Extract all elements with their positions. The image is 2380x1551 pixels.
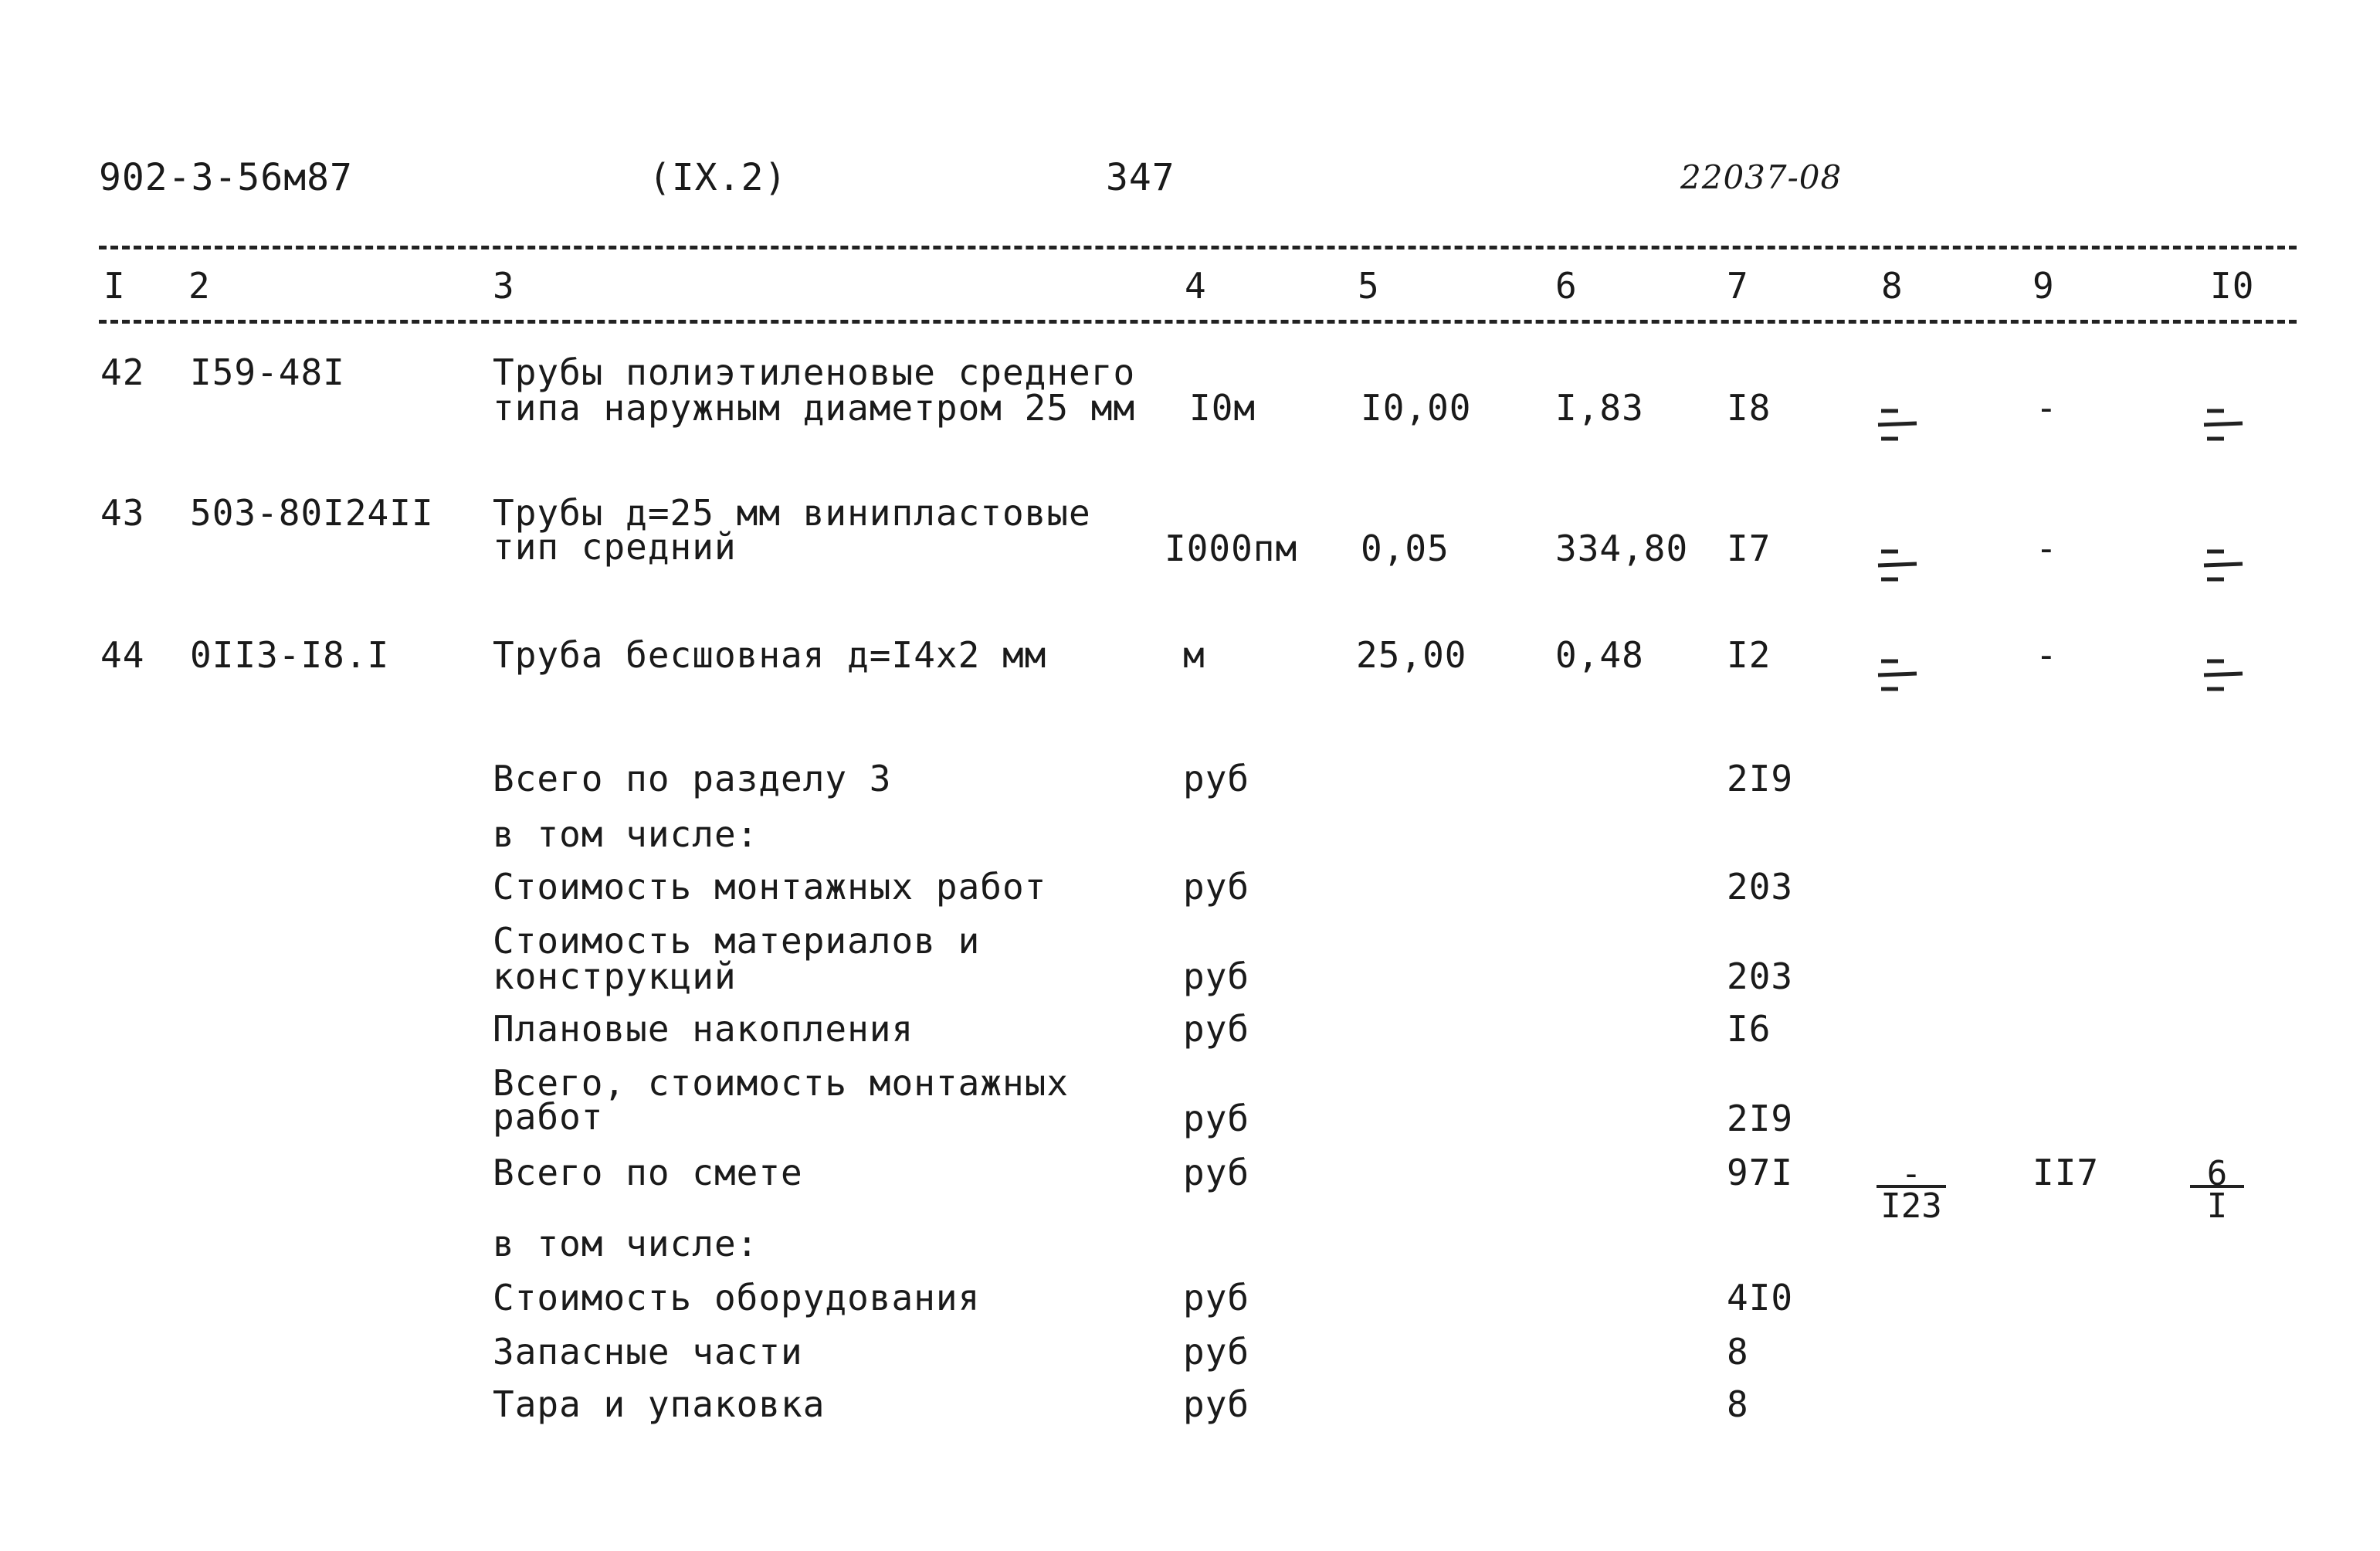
- quantity: 25,00: [1356, 634, 1467, 676]
- column-9-value: -: [2036, 528, 2058, 569]
- column-header-8: 8: [1881, 265, 1904, 307]
- summary-total: 8: [1727, 1383, 1749, 1425]
- unit: I000пм: [1165, 528, 1298, 569]
- summary-total: I6: [1727, 1008, 1771, 1050]
- summary-unit: руб: [1183, 866, 1250, 908]
- item-name-line: типа наружным диаметром 25 мм: [493, 387, 1136, 429]
- empty-fraction-mark: [2201, 545, 2244, 589]
- summary-total: 203: [1727, 866, 1794, 908]
- summary-label: Всего по разделу 3: [493, 758, 892, 799]
- column-9-value: -: [2036, 387, 2058, 429]
- summary-total: 8: [1727, 1331, 1749, 1373]
- column-header-6: 6: [1555, 265, 1578, 307]
- column-10-fraction: [2190, 1154, 2244, 1226]
- total-cost: I7: [1727, 528, 1771, 569]
- item-name-line: Трубы полиэтиленовые среднего: [493, 351, 1136, 393]
- table-header-rule: [99, 320, 2297, 324]
- summary-total: 2I9: [1727, 758, 1794, 799]
- column-8-fraction: [1877, 1154, 1946, 1226]
- column-9-value: -: [2036, 634, 2058, 676]
- price-code: 0II3-I8.I: [190, 634, 390, 676]
- document-code: 902-3-56м87: [99, 156, 353, 199]
- column-header-3: 3: [493, 265, 515, 307]
- unit: I0м: [1189, 387, 1256, 429]
- summary-unit: руб: [1183, 758, 1250, 799]
- summary-unit: руб: [1183, 1152, 1250, 1193]
- summary-label: Стоимость монтажных работ: [493, 866, 1047, 908]
- summary-label: Стоимость материалов и: [493, 920, 981, 962]
- summary-total: 4I0: [1727, 1277, 1794, 1319]
- unit-price: 0,48: [1555, 634, 1644, 676]
- summary-total: 2I9: [1727, 1098, 1794, 1139]
- quantity: 0,05: [1361, 528, 1449, 569]
- row-number: 43: [100, 492, 145, 534]
- archive-number: 22037-08: [1680, 158, 1843, 196]
- row-number: 44: [100, 634, 145, 676]
- column-header-1: I: [103, 265, 126, 307]
- item-name-line: Труба бесшовная д=I4х2 мм: [493, 634, 1047, 676]
- summary-unit: руб: [1183, 1277, 1250, 1319]
- column-header-2: 2: [188, 265, 211, 307]
- summary-unit: руб: [1183, 1383, 1250, 1425]
- unit-price: 334,80: [1555, 528, 1689, 569]
- summary-label: Всего, стоимость монтажных: [493, 1062, 1070, 1104]
- fraction-numerator: -: [1877, 1159, 1946, 1188]
- price-code: 503-80I24II: [190, 492, 434, 534]
- summary-label: Плановые накопления: [493, 1008, 914, 1050]
- column-header-7: 7: [1727, 265, 1749, 307]
- item-name-line: Трубы д=25 мм винипластовые: [493, 492, 1091, 534]
- page-number: 347: [1106, 156, 1175, 199]
- total-cost: I8: [1727, 387, 1771, 429]
- column-header-9: 9: [2032, 265, 2055, 307]
- unit: м: [1183, 634, 1205, 676]
- column-header-10: I0: [2210, 265, 2255, 307]
- fraction-denominator: I: [2206, 1186, 2228, 1226]
- summary-unit: руб: [1183, 1008, 1250, 1050]
- row-number: 42: [100, 351, 145, 393]
- fraction-numerator: 6: [2190, 1159, 2244, 1188]
- summary-label: Стоимость оборудования: [493, 1277, 981, 1319]
- summary-label: в том числе:: [493, 1223, 759, 1264]
- column-header-4: 4: [1185, 265, 1207, 307]
- empty-fraction-mark: [1875, 545, 1918, 589]
- section-number: (IX.2): [649, 156, 788, 199]
- summary-label: Запасные части: [493, 1331, 803, 1373]
- column-9-value: II7: [2032, 1152, 2100, 1193]
- summary-label: Всего по смете: [493, 1152, 803, 1193]
- empty-fraction-mark: [1875, 405, 1918, 448]
- quantity: I0,00: [1361, 387, 1472, 429]
- fraction-denominator: I23: [1880, 1186, 1942, 1226]
- summary-label: работ: [493, 1096, 604, 1138]
- summary-label: конструкций: [493, 955, 737, 997]
- item-name-line: тип средний: [493, 526, 737, 568]
- price-code: I59-48I: [190, 351, 345, 393]
- empty-fraction-mark: [2201, 405, 2244, 448]
- summary-unit: руб: [1183, 1098, 1250, 1139]
- summary-total: 203: [1727, 955, 1794, 997]
- summary-unit: руб: [1183, 1331, 1250, 1373]
- column-header-5: 5: [1358, 265, 1380, 307]
- summary-label: Тара и упаковка: [493, 1383, 826, 1425]
- empty-fraction-mark: [1875, 655, 1918, 698]
- unit-price: I,83: [1555, 387, 1644, 429]
- summary-total: 97I: [1727, 1152, 1794, 1193]
- table-top-rule: [99, 246, 2297, 249]
- summary-label: в том числе:: [493, 813, 759, 855]
- empty-fraction-mark: [2201, 655, 2244, 698]
- summary-unit: руб: [1183, 955, 1250, 997]
- total-cost: I2: [1727, 634, 1771, 676]
